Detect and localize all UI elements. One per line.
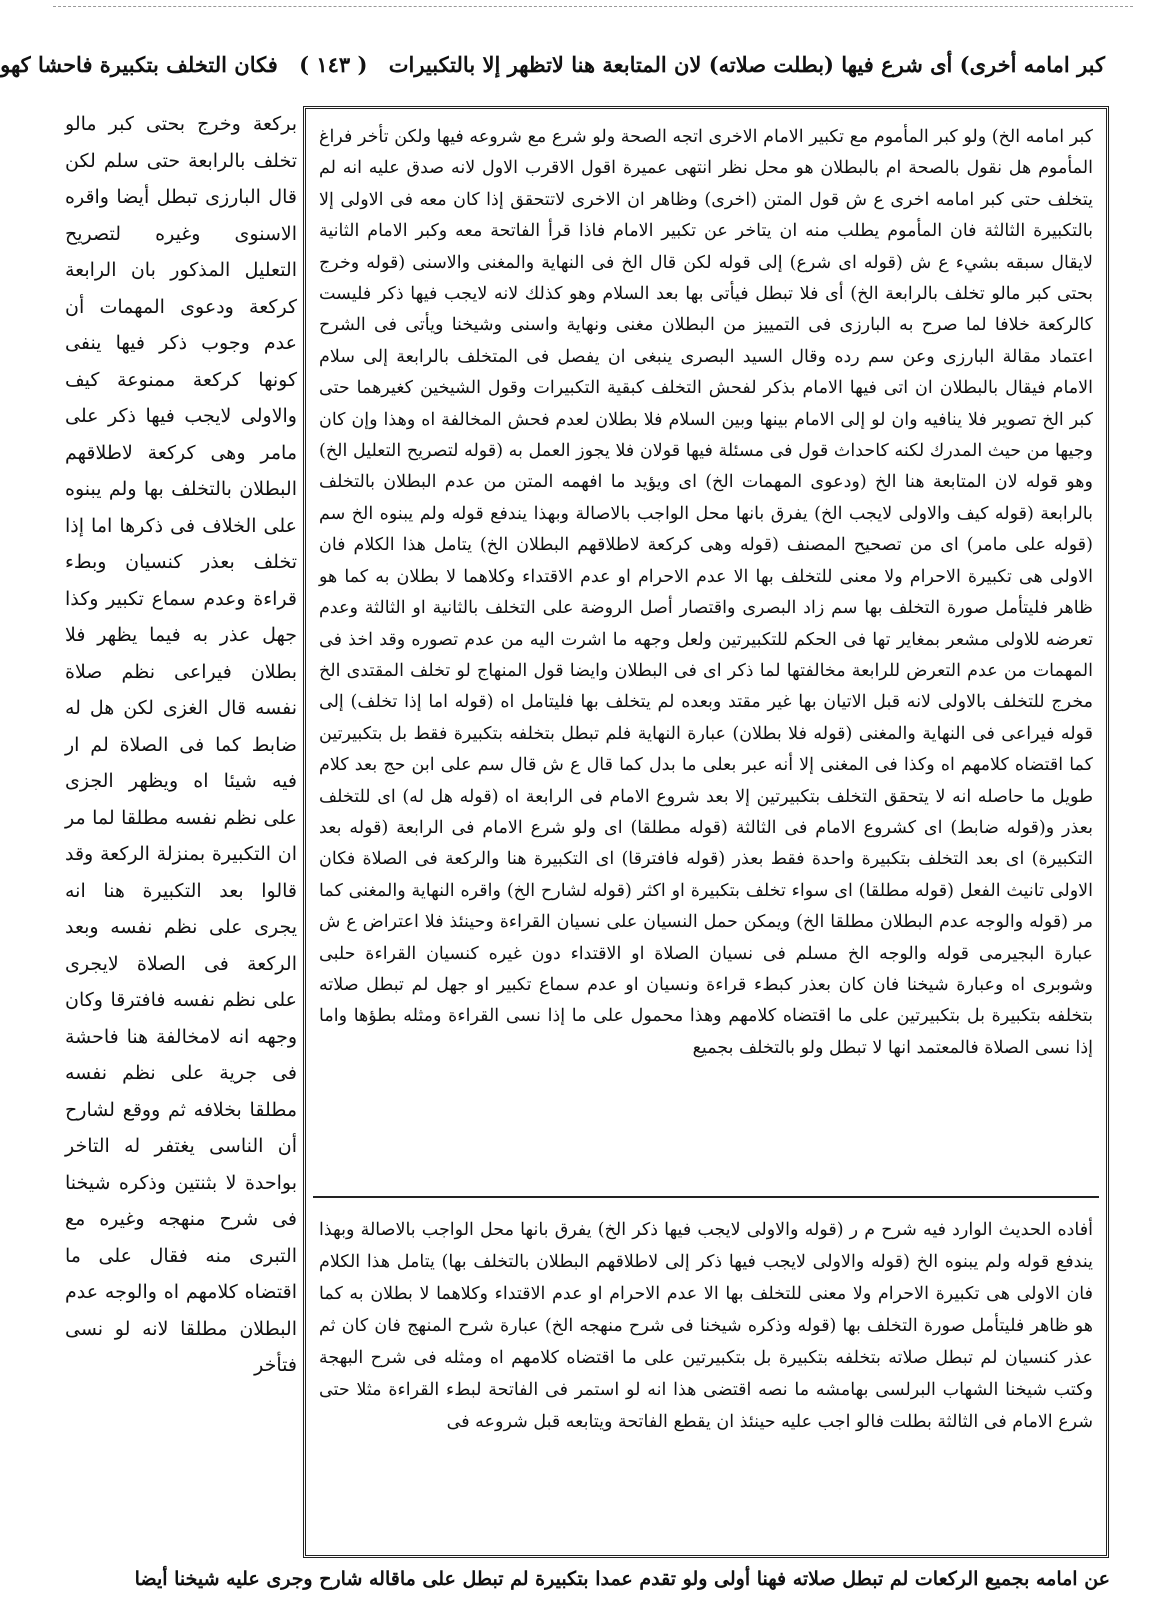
header-right-text: كبر امامه أخرى) أى شرع فيها (بطلت صلاته) لان المتابعة هنا لاتظهر إلا بالتكبيرات	[388, 52, 1105, 77]
lower-commentary-block	[313, 1210, 1099, 1550]
main-commentary-text: كبر امامه الخ) ولو كبر المأموم مع تكبير الامام الاخرى اتجه الصحة ولو شرع مع شروعه فيها ولكن تأخر فراغ المأموم هل نقول بالصحة ام بالبطلان هو محل نظر انتهى عميرة اقول الاقرب الاول لانه صدق عليه انه لم يتخلف حتى كبر امامه اخرى ع ش قول المتن (اخرى) وظاهر ان الاخرى لاتتحقق إذا كان معه فى الاولى إلا بالتكبيرة الثالثة فان المأموم يطلب منه ان يتاخر عن تكبير الامام فاذا قرأ الفاتحة معه وكبر الامام الثانية لايقال سبقه بشيء ع ش (قوله اى شرع) إلى قوله لكن قال الخ فى النهاية والمغنى والاسنى (قوله وخرج بحتى كبر مالو تخلف بالرابعة الخ) أى فلا تبطل فيأتى بها بعد السلام وهو كذلك لانه لايجب فيها ذكر فليست كالركعة خلافا لما صرح به البارزى فى التمييز من البطلان مغنى ونهاية واسنى وشيخنا ويأتى فى الشرح اعتماد مقالة البارزى وعن سم رده وقال السيد البصرى ينبغى ان يفصل فى المتخلف بالرابعة إلى سلام الامام فيقال بالبطلان ان اتى فيها الامام بذكر لفحش التخلف كبقية التكبيرات وقول الشيخين كغيرهما حتى كبر الخ تصوير فلا ينافيه وان لو إلى الامام بينها وبين السلام فلا بطلان لعدم فحش المخالفة اه وهذا وإن كان وجيها من حيث المدرك لكنه كاحداث قول فى مسئلة فيها قولان فلا يجوز العمل به (قوله لتصريح التعليل الخ) وهو قوله لان المتابعة هنا الخ (ودعوى المهمات الخ) اى ويؤيد ما افهمه المتن من عدم البطلان بالتخلف بالرابعة (قوله كيف والاولى لايجب الخ) يفرق بانها محل الواجب بالاصالة وبهذا يندفع قوله ولم يبنوه الخ سم (قوله على مامر) اى من تصحيح المصنف (قوله وهى كركعة لاطلاقهم البطلان الخ) يتامل هذا الكلام فان الاولى هى تكبيرة الاحرام ولا معنى للتخلف بها الا عدم الاحرام او عدم الاقتداء وكلاهما لا بطلان به كما هو ظاهر فليتأمل صورة التخلف بها سم زاد البصرى واقتصار أصل الروضة على التخلف بالثانية او الثالثة وعدم تعرضه للاولى مشعر بمغاير تها فى الحكم للتكبيرتين ولعل وجهه ما اشرت اليه من عدم تصوره وقد اخذ فى المهمات من عدم التعرض للرابعة مخالفتها لما ذكر اى فى البطلان وايضا قول المنهاج لو تخلف المقتدى الخ مخرج للتخلف بالاولى لانه قبل الاتيان بها غير مقتد وبعده لم يتخلف بها فليتامل اه (قوله اما إذا تخلف) إلى قوله فيراعى فى النهاية والمغنى (قوله فلا بطلان) عبارة النهاية فلم تبطل بتخلفه بتكبيرة فقط بل بتكبيرتين كما اقتضاه كلامهم اه وكذا فى المغنى إلا أنه عبر بعلى ما بدل كما قال ع ش قال سم على ابن حج بعد كلام طويل ما حاصله انه لا يتحقق التخلف بتكبيرتين إلا بعد شروع الامام فى الرابعة اه (قوله هل له) اى للتخلف بعذر و(قوله ضابط) اى كشروع الامام فى الثالثة (قوله مطلقا) اى ولو شرع الامام فى الرابعة (قوله بعد التكبيرة) اى بعد التخلف بتكبيرة واحدة فقط بعذر (قوله فافترقا) اى التكبيرة هنا والركعة فى الصلاة فكان الاولى تانيث الفعل (قوله مطلقا) اى سواء تخلف بتكبيرة او اكثر (قوله لشارح الخ) واقره النهاية والمغنى كما مر (قوله والوجه عدم البطلان مطلقا الخ) ويمكن حمل النسيان على نسيان القراءة وحينئذ فلا اعتراض ع ش عبارة البجيرمى قوله والوجه الخ مسلم فى نسيان الصلاة او الاقتداء دون غيره كنسيان القراءة حلبى وشوبرى اه وعبارة شيخنا فان كان بعذر كبطء قراءة ونسيان او عدم سماع تكبير او جهل لم تبطل صلاته بتخلفه بتكبيرة بل بتكبيرتين على ما اقتضاه كلامهم وهذا محمول على ما إذا نسى القراءة ومثله بطؤها واما إذا نسى الصلاة فالمعتمد انها لا تبطل ولو بالتخلف بجميع	[319, 127, 1093, 1058]
running-header	[0, 52, 1105, 92]
lower-commentary-text: أفاده الحديث الوارد فيه شرح م ر (قوله والاولى لايجب فيها ذكر الخ) يفرق بانها محل الواجب بالاصالة وبهذا يندفع قوله ولم يبنوه الخ (قوله والاولى لايجب فيها ذكر إلى لاطلاقهم البطلان بالتخلف بها) يتامل هذا الكلام فان الاولى هى تكبيرة الاحرام ولا معنى للتخلف بها الا عدم الاحرام او عدم الاقتداء وكلاهما لا بطلان به كما هو ظاهر فليتأمل صورة التخلف بها (قوله وذكره شيخنا فى شرح منهجه الخ) عبارة شرح المنهج فان كان ثم عذر كنسيان لم تبطل صلاته بتخلفه بتكبيرة بل بتكبيرتين على ما اقتضاه كلامهم اه ومثله فى شرح البهجة وكتب شيخنا الشهاب البرلسى بهامشه ما نصه اقتضى هذا انه لو استمر فى الفاتحة لبطء القراءة مثلا حتى شرع الامام فى الثالثة بطلت فالو اجب عليه حينئذ ان يقطع الفاتحة ويتابعه قبل شروعه فى	[319, 1220, 1093, 1432]
top-rule	[53, 6, 1133, 9]
margin-text-column	[65, 106, 297, 1558]
main-commentary-block	[313, 118, 1099, 1198]
footer-line: عن امامه بجميع الركعات لم تبطل صلاته فهنا أولى ولو تقدم عمدا بتكبيرة لم تبطل على ماقاله شارح وجرى عليه شيخنا أيضا	[134, 1568, 1110, 1590]
page-number: ( ١٤٣ )	[299, 52, 368, 77]
margin-text: بركعة وخرج بحتى كبر مالو تخلف بالرابعة حتى سلم لكن قال البارزى تبطل أيضا واقره الاسنوى وغيره لتصريح التعليل المذكور بان الرابعة كركعة ودعوى المهمات أن عدم وجوب ذكر فيها ينفى كونها كركعة ممنوعة كيف والاولى لايجب فيها ذكر على مامر وهى كركعة لاطلاقهم البطلان بالتخلف بها ولم يبنوه على الخلاف فى ذكرها اما إذا تخلف بعذر كنسيان وبطء قراءة وعدم سماع تكبير وكذا جهل عذر به فيما يظهر فلا بطلان فيراعى نظم صلاة نفسه قال الغزى لكن هل له ضابط كما فى الصلاة لم ار فيه شيئا اه ويظهر الجزى على نظم نفسه مطلقا لما مر ان التكبيرة بمنزلة الركعة وقد قالوا بعد التكبيرة هنا انه يجرى على نظم نفسه وبعد الركعة فى الصلاة لايجرى على نظم نفسه فافترقا وكان وجهه انه لامخالفة هنا فاحشة فى جرية على نظم نفسه مطلقا بخلافه ثم ووقع لشارح أن الناسى يغتفر له التاخر بواحدة لا بثنتين وذكره شيخنا فى شرح منهجه وغيره مع التبرى منه فقال على ما اقتضاه كلامهم اه والوجه عدم البطلان مطلقا لانه لو نسى فتأخر	[65, 113, 297, 1376]
header-left-text: فكان التخلف بتكبيرة فاحشا كهو	[0, 52, 278, 77]
